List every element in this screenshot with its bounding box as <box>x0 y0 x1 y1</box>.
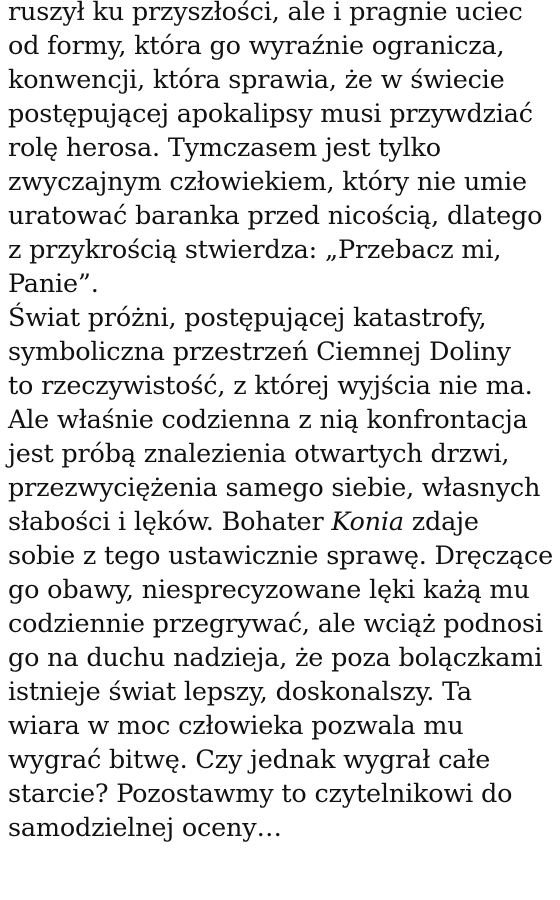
paragraph-2 <box>8 301 560 845</box>
body-text <box>8 0 560 845</box>
text-line: codziennie przegrywać, ale wciąż podnosi <box>8 609 543 639</box>
text-line: zwyczajnym człowiekiem, który nie umie <box>8 167 527 197</box>
text-line: go obawy, niesprecyzowane lęki każą mu <box>8 575 530 605</box>
text-line: ruszył ku przyszłości, ale i pragnie uciec <box>8 0 523 27</box>
text-run: zdaje <box>403 507 479 537</box>
text-line: rolę herosa. Tymczasem jest tylko <box>8 133 441 163</box>
text-line: jest próbą znalezienia otwartych drzwi, <box>8 439 510 469</box>
text-line: wiara w moc człowieka pozwala mu <box>8 711 464 741</box>
paragraph-1 <box>8 0 560 301</box>
text-line: samodzielnej oceny… <box>8 813 282 843</box>
book-title-italic: Konia <box>331 507 404 537</box>
text-line: go na duchu nadzieja, że poza bolączkami <box>8 643 543 673</box>
text-line: Ale właśnie codzienna z nią konfrontacja <box>8 405 528 435</box>
text-line: sobie z tego ustawicznie sprawę. Dręczące <box>8 541 553 571</box>
text-line: to rzeczywistość, z której wyjścia nie ma. <box>8 371 533 401</box>
text-line: Panie”. <box>8 269 99 299</box>
text-line: symboliczna przestrzeń Ciemnej Doliny <box>8 337 511 367</box>
text-line: starcie? Pozostawmy to czytelnikowi do <box>8 779 513 809</box>
text-line: istnieje świat lepszy, doskonalszy. Ta <box>8 677 472 707</box>
text-run: słabości i lęków. Bohater <box>8 507 332 537</box>
text-line: konwencji, która sprawia, że w świecie <box>8 65 505 95</box>
text-line-with-title <box>8 505 560 539</box>
text-line: wygrać bitwę. Czy jednak wygrał całe <box>8 745 491 775</box>
text-line: uratować baranka przed nicością, dlatego <box>8 201 543 231</box>
text-line: Świat próżni, postępującej katastrofy, <box>8 303 487 333</box>
text-line: od formy, która go wyraźnie ogranicza, <box>8 31 505 61</box>
text-line: z przykrością stwierdza: „Przebacz mi, <box>8 235 502 265</box>
text-line: postępującej apokalipsy musi przywdziać <box>8 99 533 129</box>
text-line: przezwyciężenia samego siebie, własnych <box>8 473 541 503</box>
